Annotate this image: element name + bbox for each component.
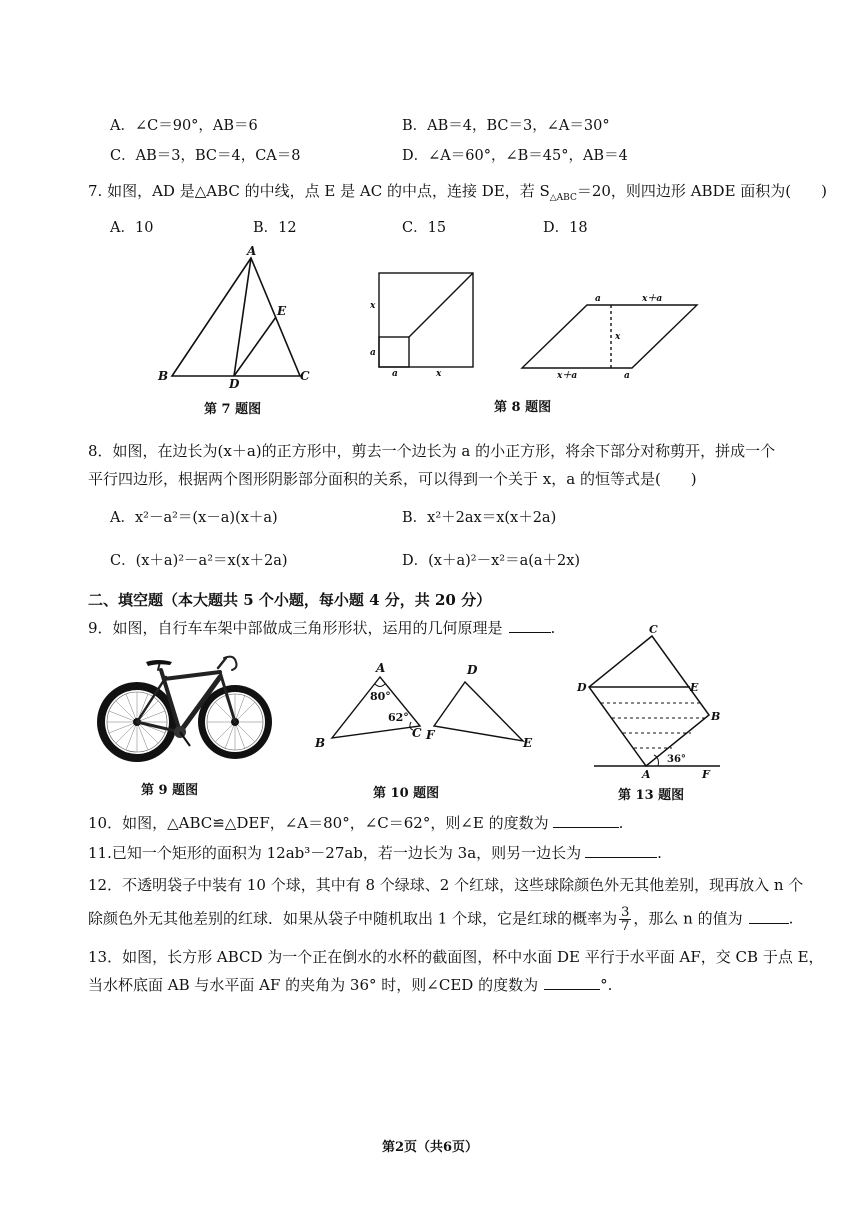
q10-stem — [88, 812, 623, 834]
fig8-caption: 第 8 题图 — [494, 400, 552, 415]
fig10-label-a: A — [376, 661, 386, 675]
q11-end: . — [657, 844, 662, 862]
pg-label-height-x: x — [615, 332, 621, 342]
q12-line2 — [88, 906, 793, 933]
fig13-caption: 第 13 题图 — [618, 788, 685, 803]
sq-label-bottom-a: a — [392, 369, 398, 378]
q13-line2 — [88, 974, 612, 996]
fig10-label-e: E — [523, 736, 533, 750]
q8-option-a: A．x²－a²＝(x－a)(x＋a) — [110, 510, 278, 526]
figure-8-square — [364, 266, 480, 378]
q9-end: . — [550, 619, 556, 637]
fig10-angle-80: 80° — [370, 690, 391, 703]
fig10-angle-62: 62° — [388, 711, 409, 724]
sq-label-left-a: a — [370, 348, 376, 358]
sq-label-left-x: x — [370, 301, 376, 311]
q8-option-b: B．x²＋2ax＝x(x＋2a) — [402, 510, 557, 526]
figure-9-bicycle — [96, 650, 278, 770]
cut-line — [409, 273, 473, 337]
fig7-label-c: C — [300, 369, 310, 383]
small-square — [379, 337, 409, 367]
q9-stem — [88, 617, 555, 639]
q7-stem — [88, 180, 827, 209]
q6-option-a: A．∠C＝90°，AB＝6 — [110, 118, 258, 134]
median-ad — [234, 258, 251, 376]
q12-end: . — [788, 909, 794, 928]
parallelogram — [522, 305, 697, 368]
q7-stem-start: 7. 如图，AD 是△ABC 的中线，点 E 是 AC 的中点，连接 DE，若 S — [88, 182, 550, 200]
triangle-abc-10 — [332, 677, 420, 738]
q13-end: °. — [600, 976, 613, 994]
q9-answer-blank[interactable] — [509, 632, 551, 633]
q7-option-c: C．15 — [402, 220, 447, 236]
q12-answer-blank[interactable] — [749, 923, 789, 924]
q11-stem-text: 11.已知一个矩形的面积为 12ab³－27ab，若一边长为 3a，则另一边长为 — [88, 844, 582, 862]
page-footer: 第2页（共6页） — [381, 1140, 479, 1155]
pg-label-top-a: a — [595, 294, 601, 304]
fig9-caption: 第 9 题图 — [141, 783, 199, 798]
q7-stem-sub: △ABC — [549, 193, 577, 203]
fig7-label-b: B — [158, 369, 169, 383]
segment-de — [234, 317, 276, 376]
q9-stem-text: 9．如图，自行车车架中部做成三角形形状，运用的几何原理是 — [88, 619, 503, 637]
fig13-label-d: D — [577, 681, 587, 694]
q8-stem-line2: 平行四边形，根据两个图形阴影部分面积的关系，可以得到一个关于 x，a 的恒等式是( ) — [88, 470, 697, 488]
fig13-label-a: A — [642, 768, 651, 781]
q12-line1: 12．不透明袋子中装有 10 个球，其中有 8 个绿球、2 个红球，这些球除颜色外无其他差别，现再放入 n 个 — [88, 876, 804, 894]
fig10-label-f: F — [426, 728, 435, 742]
q11-stem — [88, 842, 662, 864]
q8-option-c: C．(x＋a)²－a²＝x(x＋2a) — [110, 553, 288, 569]
triangle-def — [434, 682, 523, 741]
angle-a-arc — [375, 684, 385, 687]
q10-end: . — [618, 814, 624, 832]
q12-line2-end: ，那么 n 的值为 — [633, 909, 743, 928]
q7-stem-end: ＝20，则四边形 ABDE 面积为( ) — [576, 182, 828, 200]
q6-option-b: B．AB＝4，BC＝3，∠A＝30° — [402, 118, 610, 134]
pg-label-bottom-a: a — [624, 371, 630, 381]
q12-probability-fraction — [619, 906, 631, 933]
q8-stem-line1: 8．如图，在边长为(x＋a)的正方形中，剪去一个边长为 a 的小正方形，将余下部分对称剪开，拼成一个 — [88, 442, 776, 460]
fig7-label-a: A — [247, 245, 257, 258]
fig13-angle-36: 36° — [667, 754, 686, 765]
fig7-label-d: D — [229, 377, 240, 390]
rectangle-abcd — [589, 636, 709, 766]
fig13-label-b: B — [711, 710, 721, 723]
fig7-caption: 第 7 题图 — [204, 402, 262, 417]
q10-stem-text: 10．如图，△ABC≌△DEF，∠A＝80°，∠C＝62°，则∠E 的度数为 — [88, 814, 549, 832]
fig10-label-c: C — [412, 726, 422, 740]
fig10-label-d: D — [467, 663, 478, 677]
figure-13 — [572, 622, 732, 782]
q10-answer-blank[interactable] — [553, 827, 619, 828]
sq-label-bottom-x: x — [436, 369, 442, 378]
q12-frac-num: 3 — [621, 905, 630, 920]
q13-line1: 13．如图，长方形 ABCD 为一个正在倒水的水杯的截面图，杯中水面 DE 平行于水平面 AF，交 CB 于点 E， — [88, 948, 824, 966]
q6-option-d: D．∠A＝60°，∠B＝45°，AB＝4 — [402, 148, 628, 164]
q8-option-d: D．(x＋a)²－x²＝a(a＋2x) — [402, 553, 581, 569]
fig13-label-c: C — [649, 623, 658, 636]
q6-option-c: C．AB＝3，BC＝4，CA＝8 — [110, 148, 301, 164]
fig13-label-e: E — [690, 681, 699, 694]
fig10-label-b: B — [315, 736, 326, 750]
figure-8-parallelogram — [515, 290, 715, 382]
fig10-caption: 第 10 题图 — [373, 786, 440, 801]
section-2-title: 二、填空题（本大题共 5 个小题，每小题 4 分，共 20 分） — [88, 591, 492, 609]
q13-line2-text: 当水杯底面 AB 与水平面 AF 的夹角为 36° 时，则∠CED 的度数为 — [88, 976, 539, 994]
q13-answer-blank[interactable] — [544, 989, 600, 990]
q7-option-b: B．12 — [253, 220, 297, 236]
q11-answer-blank[interactable] — [585, 857, 657, 858]
q12-line2-start: 除颜色外无其他差别的红球．如果从袋子中随机取出 1 个球，它是红球的概率为 — [88, 909, 618, 928]
pg-label-top-xa: x＋a — [642, 294, 663, 304]
q7-option-d: D．18 — [543, 220, 588, 236]
fig13-label-f: F — [702, 768, 710, 781]
pg-label-bottom-xa: x＋a — [557, 371, 578, 381]
figure-7 — [150, 245, 320, 390]
q12-frac-den: 7 — [621, 919, 630, 934]
figure-10 — [305, 655, 540, 755]
q7-option-a: A．10 — [110, 220, 154, 236]
fig7-label-e: E — [277, 304, 287, 318]
